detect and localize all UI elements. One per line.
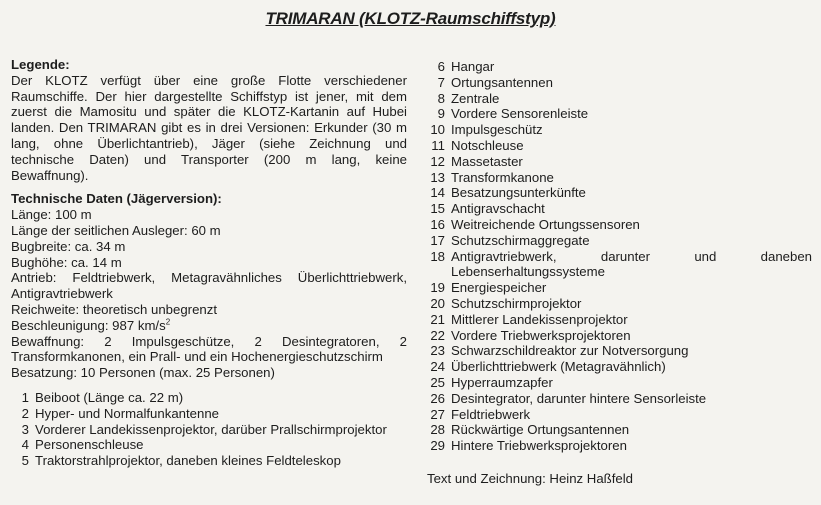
right-column xyxy=(427,59,812,487)
list-item xyxy=(427,138,812,154)
list-item xyxy=(427,391,812,407)
list-item-text: Weitreichende Ortungssensoren xyxy=(451,216,640,232)
numbered-list-right xyxy=(427,59,812,454)
list-item-text: Desintegrator, darunter hintere Sensorleiste xyxy=(451,390,707,406)
list-item-text: Impulsgeschütz xyxy=(451,122,543,138)
list-item-text: Hyper- und Normalfunkantenne xyxy=(35,405,219,421)
list-item xyxy=(427,122,812,138)
list-item xyxy=(11,453,407,469)
list-item-number: 14 xyxy=(430,185,445,201)
list-item-number: 3 xyxy=(21,421,29,437)
list-item-number: 23 xyxy=(430,343,445,359)
list-item-number: 10 xyxy=(430,122,445,138)
list-item-number: 17 xyxy=(430,232,445,248)
spec-range: Reichweite: theoretisch unbegrenzt xyxy=(11,301,217,317)
list-item-number: 21 xyxy=(430,311,445,327)
list-item xyxy=(427,217,812,233)
list-item-number: 28 xyxy=(430,422,445,438)
list-item-number: 2 xyxy=(21,405,29,421)
list-item-number: 16 xyxy=(430,216,445,232)
list-item-number: 29 xyxy=(430,438,445,454)
list-item-number: 20 xyxy=(430,295,445,311)
list-item-text: Ortungsantennen xyxy=(451,74,553,90)
list-item-text: Transformkanone xyxy=(451,169,554,185)
list-item-text: Überlichttriebwerk (Metagravähnlich) xyxy=(451,359,666,375)
list-item-text: Energiespeicher xyxy=(451,280,547,296)
list-item xyxy=(427,154,812,170)
legend-text: Der KLOTZ verfügt über eine große Flotte verschiedener Raumschiffe. Der hier dargestellte Schiffstyp ist jener, mit dem zuerst die Mamositu und später die KLOTZ-Kartanin auf Hubei landen. Den TRIMARAN gibt es in drei Versionen: Erkunder (30 m lang, ohne Überlichtantrieb), Jäger (siehe Zeichnung und technische Daten) und Transporter (200 m lang, keine Bewaffnung). xyxy=(11,72,407,183)
spec-acceleration-text: Beschleunigung: 987 km/s xyxy=(11,317,166,333)
list-item-text: Personenschleuse xyxy=(35,437,144,453)
spec-crew: Besatzung: 10 Personen (max. 25 Personen) xyxy=(11,365,275,381)
list-item-text: Schutzschirmprojektor xyxy=(451,295,582,311)
list-item xyxy=(427,312,812,328)
list-item-number: 8 xyxy=(437,90,445,106)
spec-acceleration xyxy=(11,318,407,334)
list-item xyxy=(427,170,812,186)
list-item-text: Schwarzschildreaktor zur Notversorgung xyxy=(451,343,689,359)
list-item-text: Feldtriebwerk xyxy=(451,406,531,422)
list-item-number: 4 xyxy=(21,437,29,453)
legend-heading: Legende: xyxy=(11,57,70,72)
list-item xyxy=(427,249,812,281)
list-item-text: Rückwärtige Ortungsantennen xyxy=(451,422,630,438)
list-item-number: 27 xyxy=(430,406,445,422)
list-item-text: Mittlerer Landekissenprojektor xyxy=(451,311,628,327)
list-item-number: 24 xyxy=(430,359,445,375)
list-item xyxy=(11,437,407,453)
list-item xyxy=(427,233,812,249)
spec-acceleration-sup: 2 xyxy=(165,317,171,327)
specs-list xyxy=(11,207,407,381)
list-item-text: Vordere Sensorenleiste xyxy=(451,106,589,122)
list-item xyxy=(427,106,812,122)
list-item-number: 13 xyxy=(430,169,445,185)
specs-heading: Technische Daten (Jägerversion): xyxy=(11,191,222,207)
list-item-text: Vorderer Landekissenprojektor, darüber Prallschirmprojektor xyxy=(35,421,387,437)
list-item-number: 15 xyxy=(430,201,445,217)
spec-bow-height: Bughöhe: ca. 14 m xyxy=(11,254,122,270)
list-item-number: 11 xyxy=(431,137,445,153)
list-item-text: Vordere Triebwerksprojektoren xyxy=(451,327,631,343)
list-item-number: 19 xyxy=(430,280,445,296)
list-item xyxy=(427,185,812,201)
spec-length: Länge: 100 m xyxy=(11,207,92,223)
list-item-number: 7 xyxy=(437,74,445,90)
list-item-number: 26 xyxy=(430,390,445,406)
list-item xyxy=(11,422,407,438)
spec-outrigger-length: Länge der seitlichen Ausleger: 60 m xyxy=(11,222,221,238)
credit-line: Text und Zeichnung: Heinz Haßfeld xyxy=(427,470,633,486)
list-item xyxy=(427,296,812,312)
list-item-text: Hintere Triebwerksprojektoren xyxy=(451,438,627,454)
list-item-text: Besatzungsunterkünfte xyxy=(451,185,586,201)
list-item xyxy=(427,438,812,454)
list-item xyxy=(427,422,812,438)
list-item-text: Hyperraumzapfer xyxy=(451,374,553,390)
list-item xyxy=(427,91,812,107)
list-item xyxy=(427,343,812,359)
list-item-text: Massetaster xyxy=(451,153,523,169)
list-item xyxy=(427,75,812,91)
list-item-text: Zentrale xyxy=(451,90,500,106)
numbered-list-left xyxy=(11,390,407,469)
list-item xyxy=(427,328,812,344)
list-item-number: 5 xyxy=(21,453,29,469)
list-item xyxy=(11,406,407,422)
list-item xyxy=(427,407,812,423)
list-item-text: Hangar xyxy=(451,59,495,74)
list-item xyxy=(427,201,812,217)
list-item-number: 1 xyxy=(21,389,29,405)
list-item xyxy=(427,280,812,296)
list-item-number: 18 xyxy=(430,248,445,264)
list-item-text: Antigravtriebwerk, darunter und daneben Lebenserhaltungssysteme xyxy=(451,248,812,280)
list-item-text: Notschleuse xyxy=(451,137,524,153)
list-item-number: 22 xyxy=(430,327,445,343)
list-item-number: 9 xyxy=(437,106,445,122)
list-item-text: Antigravschacht xyxy=(451,201,545,217)
left-column xyxy=(11,57,407,469)
list-item xyxy=(427,359,812,375)
list-item-number: 6 xyxy=(437,59,445,74)
list-item-text: Schutzschirmaggregate xyxy=(451,232,590,248)
list-item-number: 25 xyxy=(430,374,445,390)
list-item xyxy=(11,390,407,406)
list-item-number: 12 xyxy=(430,153,445,169)
list-item-text: Beiboot (Länge ca. 22 m) xyxy=(35,389,184,405)
spec-bow-width: Bugbreite: ca. 34 m xyxy=(11,238,126,254)
page-title: TRIMARAN (KLOTZ-Raumschiffstyp) xyxy=(265,9,556,28)
spec-armament: Bewaffnung: 2 Impulsgeschütze, 2 Desintegratoren, 2 Transformkanonen, ein Prall- und ein Hochenergieschutzschirm xyxy=(11,333,407,365)
spec-propulsion: Antrieb: Feldtriebwerk, Metagravähnliches Überlichttriebwerk, Antigravtriebwerk xyxy=(11,270,407,302)
list-item xyxy=(427,59,812,75)
list-item xyxy=(427,375,812,391)
list-item-text: Traktorstrahlprojektor, daneben kleines Feldteleskop xyxy=(35,453,341,469)
